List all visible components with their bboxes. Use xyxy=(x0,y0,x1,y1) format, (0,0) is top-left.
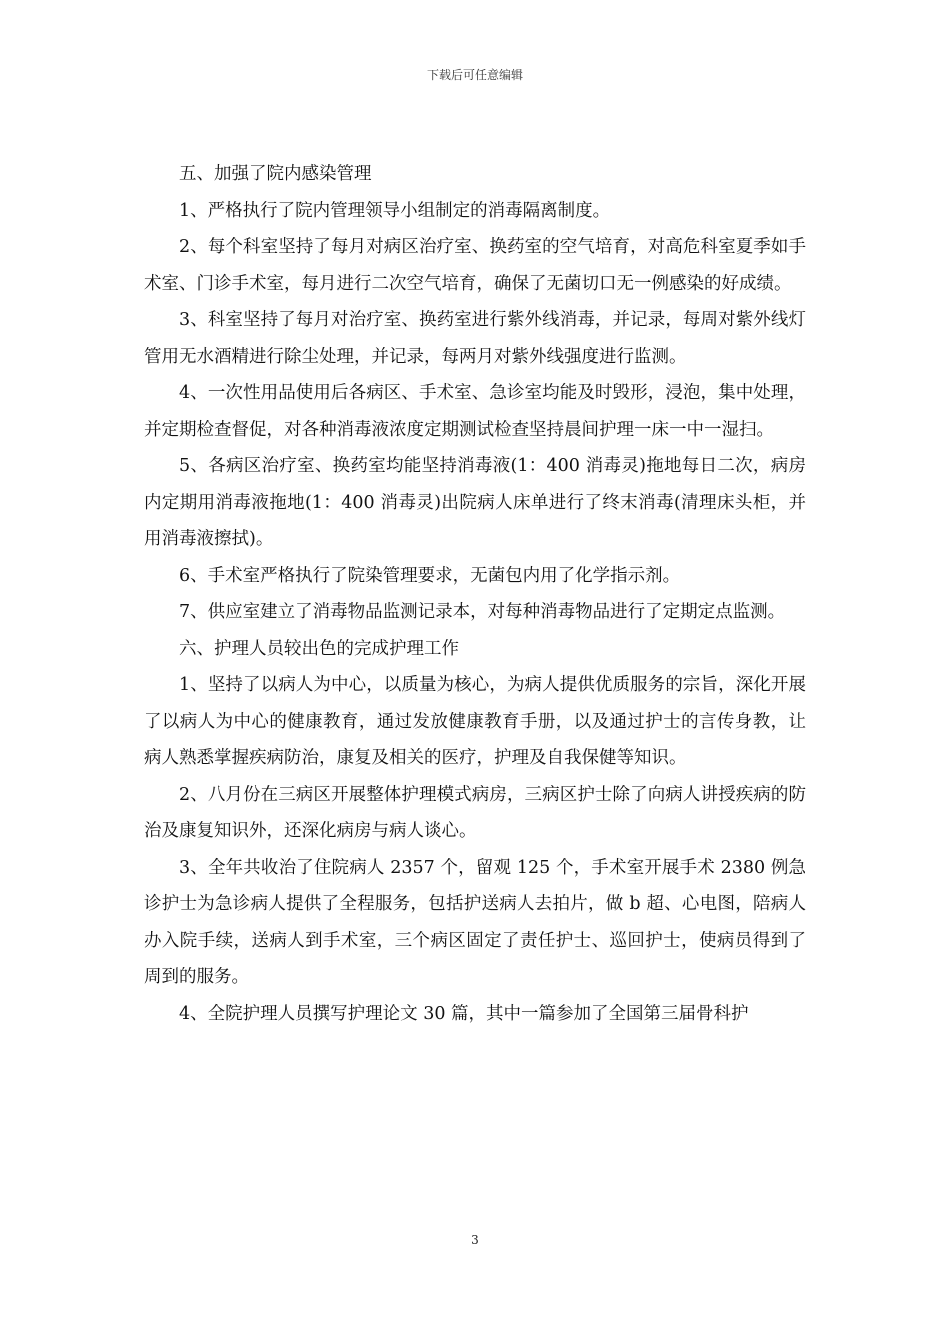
section-heading-5: 五、加强了院内感染管理 xyxy=(179,164,372,184)
paragraph: 3、科室坚持了每月对治疗室、换药室进行紫外线消毒，并记录，每周对紫外线灯管用无水酒精进行除尘处理，并记录，每两月对紫外线强度进行监测。 xyxy=(144,310,806,367)
paragraph: 7、供应室建立了消毒物品监测记录本，对每种消毒物品进行了定期定点监测。 xyxy=(179,602,786,622)
paragraph: 2、每个科室坚持了每月对病区治疗室、换药室的空气培育，对高危科室夏季如手术室、门诊手术室，每月进行二次空气培育，确保了无菌切口无一例感染的好成绩。 xyxy=(144,237,806,294)
paragraph: 4、一次性用品使用后各病区、手术室、急诊室均能及时毁形，浸泡，集中处理，并定期检查督促，对各种消毒液浓度定期测试检查坚持晨间护理一床一中一湿扫。 xyxy=(144,383,806,440)
page-number: 3 xyxy=(471,1233,479,1247)
paragraph: 1、坚持了以病人为中心，以质量为核心，为病人提供优质服务的宗旨，深化开展了以病人为中心的健康教育，通过发放健康教育手册，以及通过护士的言传身教，让病人熟悉掌握疾病防治，康复及相关的医疗，护理及自我保健等知识。 xyxy=(144,675,806,768)
document-body xyxy=(144,156,806,1032)
header-note: 下载后可任意编辑 xyxy=(426,68,523,82)
paragraph: 6、手术室严格执行了院染管理要求，无菌包内用了化学指示剂。 xyxy=(179,565,681,586)
paragraph: 2、八月份在三病区开展整体护理模式病房，三病区护士除了向病人讲授疾病的防治及康复知识外，还深化病房与病人谈心。 xyxy=(144,784,806,841)
paragraph: 4、全院护理人员撰写护理论文 30 篇，其中一篇参加了全国第三届骨科护 xyxy=(179,1003,749,1024)
paragraph: 1、严格执行了院内管理领导小组制定的消毒隔离制度。 xyxy=(179,200,611,221)
paragraph: 3、全年共收治了住院病人 2357 个，留观 125 个，手术室开展手术 2380 例急诊护士为急诊病人提供了全程服务，包括护送病人去拍片，做 b 超、心电图，陪病人办入院手续，送病人到手术室，三个病区固定了责任护士、巡回护士，使病员得到了周到的服务。 xyxy=(144,857,806,987)
paragraph: 5、各病区治疗室、换药室均能坚持消毒液(1：400 消毒灵)拖地每日二次，病房内定期用消毒液拖地(1：400 消毒灵)出院病人床单进行了终末消毒(清理床头柜，并用消毒液擦拭)。 xyxy=(144,456,806,549)
section-heading-6: 六、护理人员较出色的完成护理工作 xyxy=(179,638,459,659)
